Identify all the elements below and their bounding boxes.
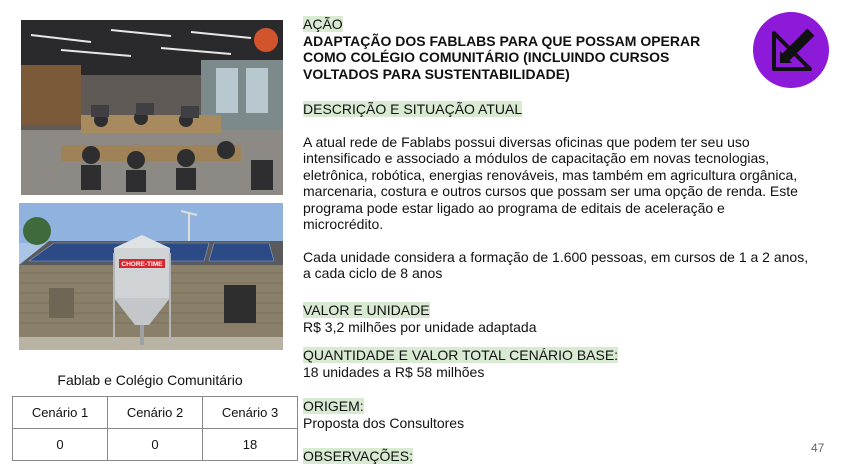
table-cell: 0 [13, 429, 108, 461]
description-paragraph [303, 134, 808, 233]
image-caption: Fablab e Colégio Comunitário [57, 372, 243, 388]
table-header-cell: Cenário 1 [13, 397, 108, 429]
training-paragraph [303, 249, 808, 282]
paragraph-line: microcrédito. [303, 216, 384, 232]
value-block [303, 302, 537, 335]
paragraph-line: intensificado e associado a módulos de capacitação em novas tecnologias, [303, 150, 770, 166]
observations-block [303, 448, 413, 465]
description-block [303, 101, 808, 282]
table-cell: 18 [203, 429, 298, 461]
value-text: R$ 3,2 milhões por unidade adaptada [303, 318, 537, 335]
origin-text: Proposta dos Consultores [303, 414, 465, 431]
table-header-row [13, 397, 298, 429]
table-cell: 0 [108, 429, 203, 461]
table-header-cell: Cenário 2 [108, 397, 203, 429]
action-label: AÇÃO [303, 16, 343, 32]
paragraph-line: programa pode estar ligado ao programa de editais de aceleração e [303, 199, 725, 216]
page-number: 47 [811, 441, 825, 455]
fablab-interior-photo [21, 20, 283, 195]
observations-heading: OBSERVAÇÕES: [303, 448, 413, 464]
value-heading: VALOR E UNIDADE [303, 302, 430, 318]
paragraph-line: eletrônica, robótica, energias renováveis, mas também em agricultura orgânica, [303, 166, 798, 183]
origin-block [303, 398, 464, 431]
scenario-table [12, 396, 298, 461]
solar-building-photo [19, 203, 283, 350]
action-block [303, 16, 700, 82]
table-header-cell: Cenário 3 [203, 397, 298, 429]
action-title [303, 33, 700, 83]
origin-heading: ORIGEM: [303, 398, 364, 414]
silo-sign-text: CHORE-TIME [121, 261, 163, 268]
table-row [13, 429, 298, 461]
quantity-heading: QUANTIDADE E VALOR TOTAL CENÁRIO BASE: [303, 347, 619, 363]
pencil-ruler-logo-icon [752, 11, 830, 89]
paragraph-line: marcenaria, costura e outros cursos que possam ser uma opção de renda. Este [303, 183, 798, 199]
title-line: VOLTADOS PARA SUSTENTABILIDADE) [303, 65, 570, 82]
quantity-text: 18 unidades a R$ 58 milhões [303, 363, 485, 380]
title-line: COMO COLÉGIO COMUNITÁRIO (INCLUINDO CURSOS [303, 49, 670, 65]
description-heading: DESCRIÇÃO E SITUAÇÃO ATUAL [303, 101, 523, 117]
paragraph-line: Cada unidade considera a formação de 1.600 pessoas, em cursos de 1 a 2 anos, [303, 248, 809, 265]
title-line: ADAPTAÇÃO DOS FABLABS PARA QUE POSSAM OPERAR [303, 32, 701, 49]
paragraph-line: a cada ciclo de 8 anos [303, 265, 443, 281]
paragraph-line: A atual rede de Fablabs possui diversas oficinas que podem ter seu uso [303, 133, 750, 150]
quantity-block [303, 347, 618, 380]
